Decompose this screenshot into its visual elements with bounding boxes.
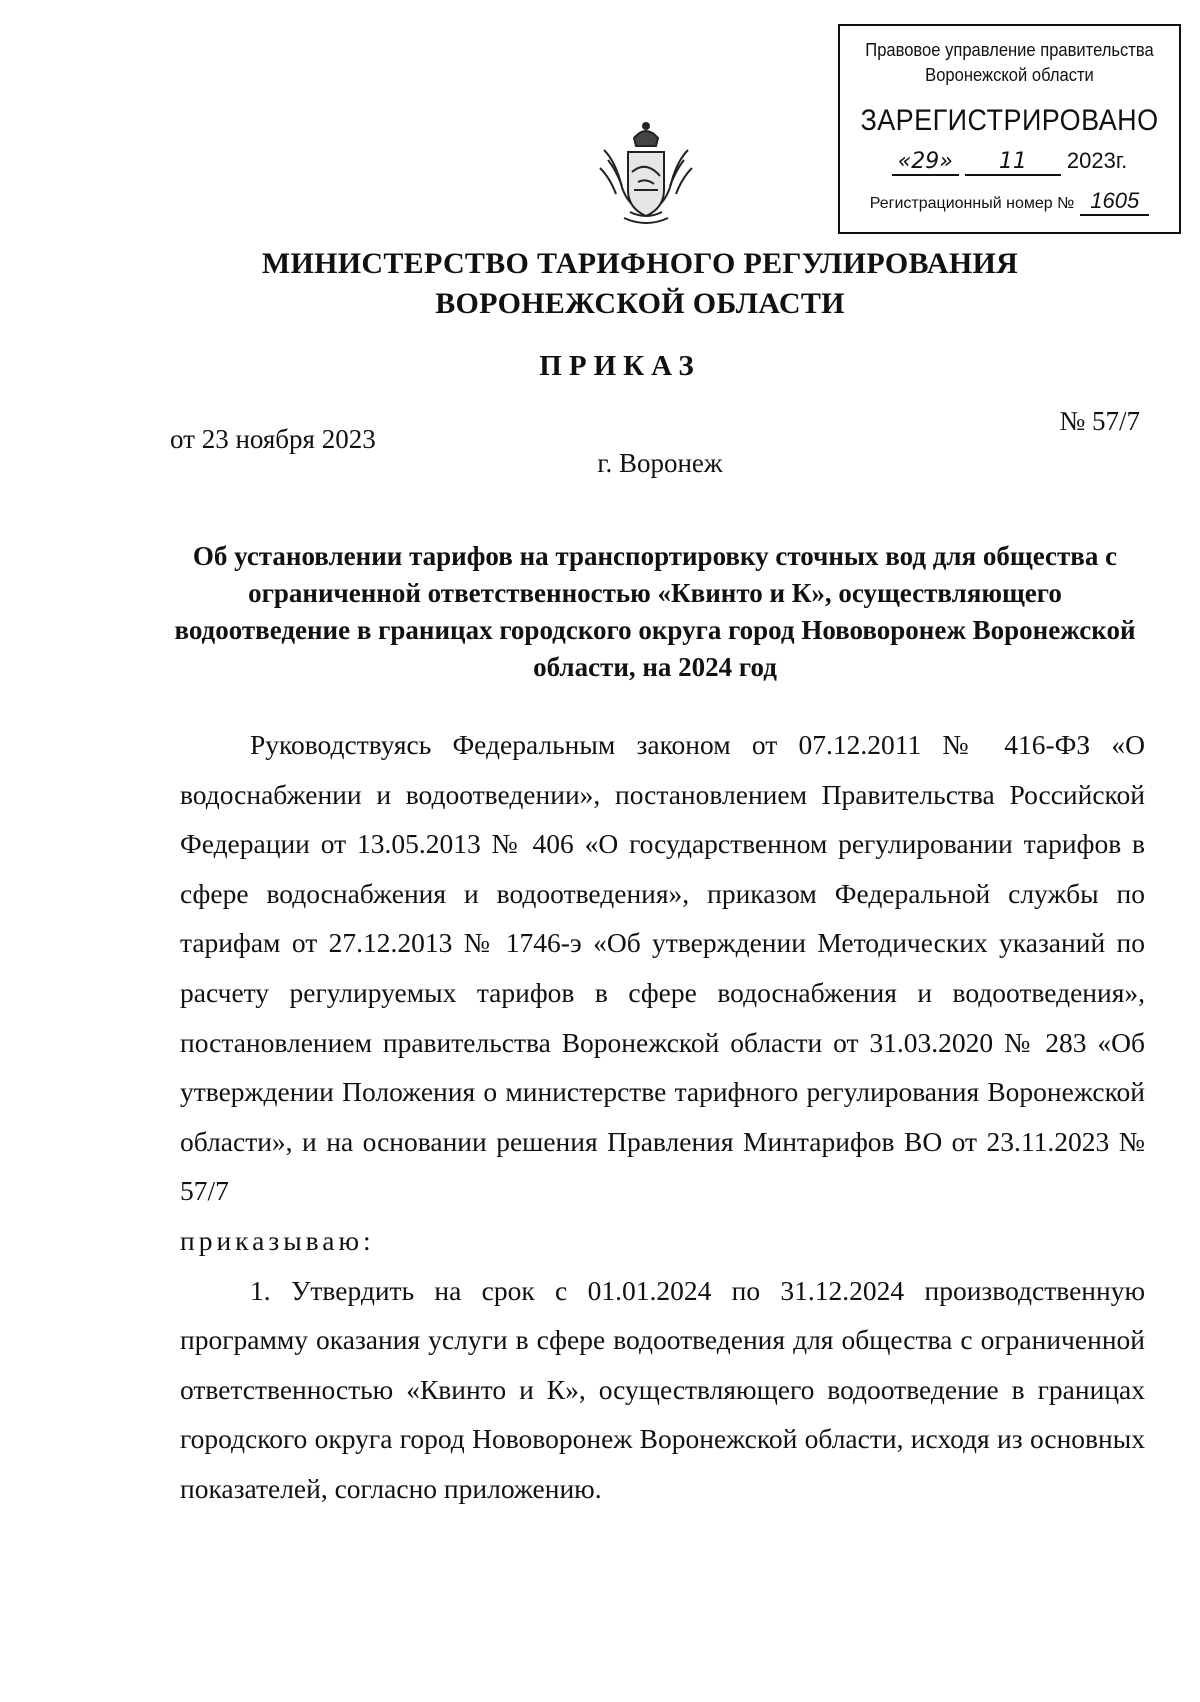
- stamp-org-line2: Воронежской области: [925, 65, 1094, 85]
- order-word: приказываю:: [180, 1224, 375, 1256]
- document-type: ПРИКАЗ: [539, 350, 701, 382]
- order-date: от 23 ноября 2023: [170, 424, 376, 454]
- order-body: [180, 720, 1145, 1514]
- stamp-registration: [840, 188, 1179, 216]
- order-subject: Об установлении тарифов на транспортировку сточных вод для общества с ограниченной ответственностью «Квинто и К», осуществляющего водоотведение в границах городского округа город Нововоронеж Воронежской области, на 2024 год: [174, 541, 1136, 682]
- coat-of-arms-icon: [594, 120, 698, 228]
- order-number: № 57/7: [1059, 406, 1140, 436]
- preamble-paragraph: Руководствуясь Федеральным законом от 07.12.2011 № 416-ФЗ «О водоснабжении и водоотведении», постановлением Правительства Российской Федерации от 13.05.2013 № 406 «О государственном регулировании тарифов в сфере водоснабжения и водоотведения», приказом Федеральной службы по тарифам от 27.12.2013 № 1746-э «Об утверждении Методических указаний по расчету регулируемых тарифов в сфере водоснабжения и водоотведения», постановлением правительства Воронежской области от 31.03.2020 № 283 «Об утверждении Положения о министерстве тарифного регулирования Воронежской области», и на основании решения Правления Минтарифов ВО от 23.11.2023 № 57/7: [180, 729, 1145, 1207]
- stamp-org-line1: Правовое управление правительства: [865, 40, 1154, 60]
- stamp-organization: [854, 38, 1166, 88]
- item-1-paragraph: 1. Утвердить на срок с 01.01.2024 по 31.12.2024 производственную программу оказания услуги в сфере водоотведения для общества с ограниченной ответственностью «Квинто и К», осуществляющего водоотведение в границах городского округа город Нововоронеж Воронежской области, исходя из основных показателей, согласно приложению.: [180, 1274, 1145, 1504]
- ministry-line1: МИНИСТЕРСТВО ТАРИФНОГО РЕГУЛИРОВАНИЯ: [261, 247, 1019, 280]
- stamp-date-month: 11: [965, 149, 1061, 176]
- stamp-reg-number: 1605: [1080, 188, 1149, 216]
- stamp-date: [840, 148, 1179, 176]
- stamp-title: ЗАРЕГИСТРИРОВАНО: [860, 104, 1159, 137]
- registration-stamp: [838, 24, 1181, 234]
- order-city: г. Воронеж: [597, 448, 723, 478]
- ministry-name: [250, 244, 1030, 324]
- stamp-date-year: 2023г.: [1066, 148, 1128, 173]
- stamp-date-day: «29»: [892, 149, 959, 176]
- ministry-line2: ВОРОНЕЖСКОЙ ОБЛАСТИ: [435, 287, 845, 320]
- stamp-reg-label: Регистрационный номер №: [869, 195, 1075, 212]
